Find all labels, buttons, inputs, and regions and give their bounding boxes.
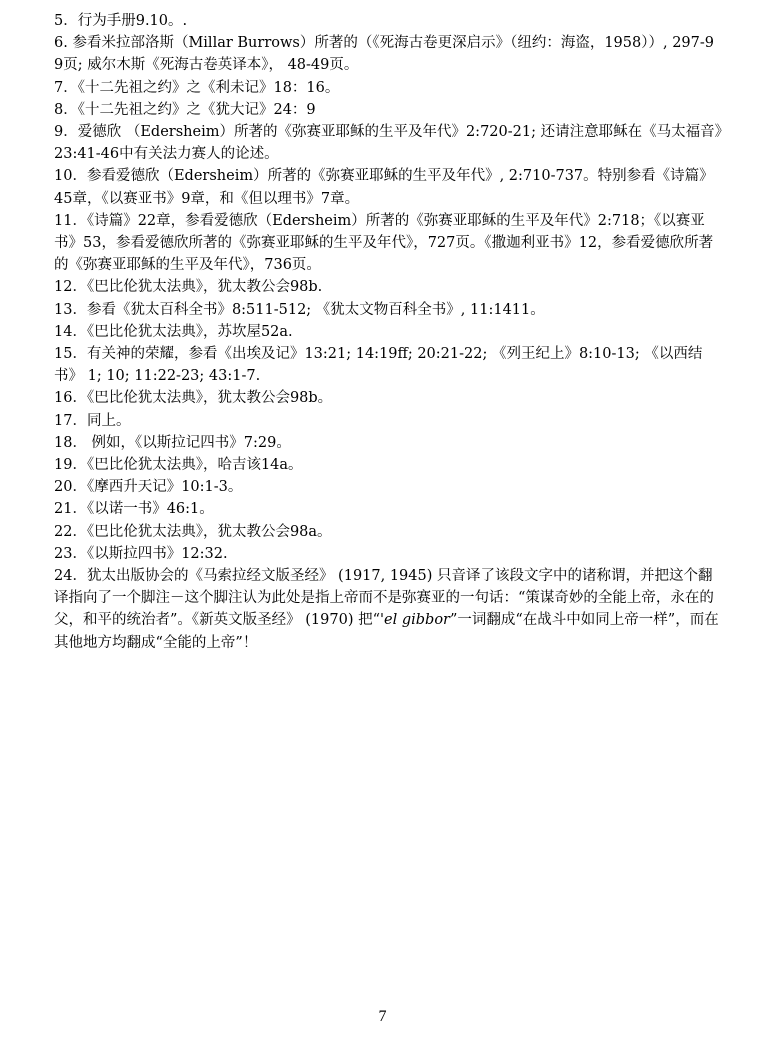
- endnote-8: 8．《十二先祖之约》之《犹大记》24：9: [54, 101, 316, 118]
- endnote-19: 19．《巴比伦犹太法典》，哈吉该14a。: [54, 457, 303, 474]
- endnote-24: [54, 565, 722, 654]
- endnote-16: 16．《巴比伦犹太法典》，犹太教公会98b。: [54, 390, 333, 407]
- endnote-23: 23．《以斯拉四书》12:32.: [54, 545, 228, 562]
- endnote-9: 9．爱德欣 （Edersheim）所著的《弥赛亚耶稣的生平及年代》2:720-21; 还请注意耶稣在《马太福音》23:41-46中有关法力赛人的论述。: [54, 124, 722, 163]
- endnote-10: 10．参看爱德欣（Edersheim）所著的《弥赛亚耶稣的生平及年代》, 2:710-737。特别参看《诗篇》45章，《以赛亚书》9章，和《但以理书》7章。: [54, 168, 714, 207]
- endnote-22: 22．《巴比伦犹太法典》，犹太教公会98a。: [54, 523, 332, 540]
- endnote-21: 21．《以诺一书》46:1。: [54, 501, 214, 518]
- endnote-11: 11．《诗篇》22章，参看爱德欣（Edersheim）所著的《弥赛亚耶稣的生平及年代》2:718；《以赛亚书》53，参看爱德欣所著的《弥赛亚耶稣的生平及年代》，727页。《撒迦利亚书》12，参看爱德欣所著的《弥赛亚耶稣的生平及年代》，736页。: [54, 212, 714, 274]
- endnote-20: 20．《摩西升天记》10:1-3。: [54, 479, 243, 496]
- page-number: 7: [378, 1008, 387, 1025]
- endnote-15: 15．有关神的荣耀，参看《出埃及记》13:21; 14:19ff; 20:21-22; 《列王纪上》8:10-13; 《以西结书》 1; 10; 11:22-23; 43:1-7.: [54, 346, 703, 385]
- endnote-12: 12．《巴比伦犹太法典》，犹太教公会98b.: [54, 279, 323, 296]
- endnote-7: 7．《十二先祖之约》之《利未记》18：16。: [54, 79, 340, 96]
- endnotes-list: [54, 10, 722, 654]
- endnote-14: 14．《巴比伦犹太法典》，苏坎屋52a.: [54, 323, 293, 340]
- endnote-24-text-start: 24．犹太出版协会的《马索拉经文版圣经》 (1917, 1945) 只音译了该段文字中的诸称谓，并把这个翻译指向了一个脚注－这个脚注认为此处是指上帝而不是弥赛亚的一句话：“策谋奇妙的全能上帝，永在的父，和平的统治者”。《新英文版圣经》 (1970) 把“: [54, 568, 714, 629]
- endnote-5: 5．行为手册9.10。.: [54, 13, 188, 29]
- endnote-17: 17．同上。: [54, 412, 131, 429]
- endnote-18: 18． 例如，《以斯拉记四书》7:29。: [54, 434, 291, 451]
- endnote-13: 13．参看《犹太百科全书》8:511-512; 《犹太文物百科全书》, 11:1411。: [54, 301, 545, 318]
- endnote-24-text-end: ”一词翻成“在战斗中如同上帝一样”，而在其他地方均翻成“全能的上帝”！: [54, 612, 719, 651]
- endnote-24-italic-term: 'el gibbor: [380, 612, 450, 629]
- endnote-6: 6. 参看米拉部洛斯（Millar Burrows）所著的（《死海古卷更深启示》（纽约：海盗，1958））, 297-99页; 威尔木斯《死海古卷英译本》， 48-49页。: [54, 35, 714, 74]
